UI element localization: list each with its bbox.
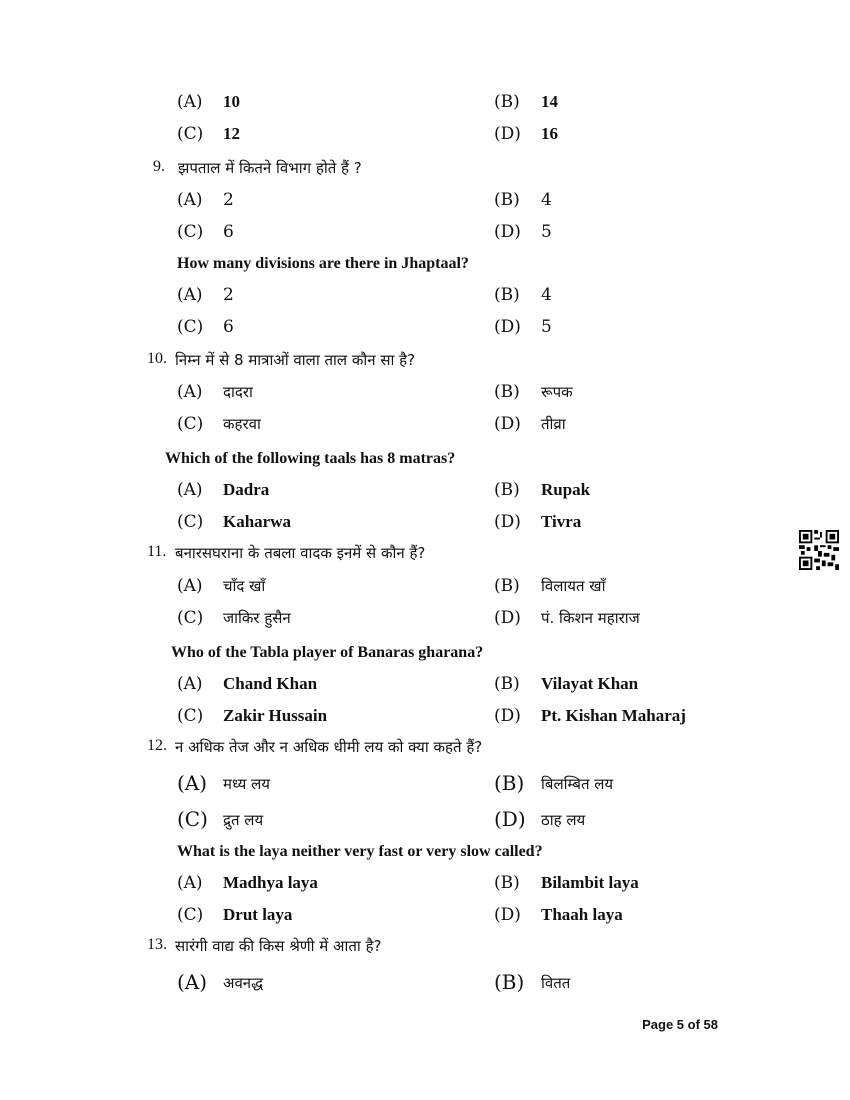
option-value-a: चाँद खाँ: [223, 577, 266, 595]
question-text: Who of the Tabla player of Banaras gharana?: [171, 644, 484, 661]
option-label-d: (D): [494, 608, 521, 628]
option-label-b: (B): [494, 771, 525, 795]
option-value-d: 16: [541, 124, 558, 143]
question-text: बनारसघराना के तबला वादक इनमें से कौन हैं?: [175, 544, 426, 562]
option-label-c: (C): [177, 608, 204, 628]
option-value-b: रूपक: [541, 383, 573, 401]
option-value-a: Madhya laya: [223, 873, 318, 892]
option-value-d: Thaah laya: [541, 905, 623, 924]
option-label-a: (A): [177, 576, 203, 596]
option-label-b: (B): [494, 873, 520, 893]
option-value-b: विलायत खाँ: [541, 577, 606, 595]
option-label-c: (C): [177, 905, 204, 925]
option-value-d: पं. किशन महाराज: [541, 609, 640, 627]
option-value-b: Vilayat Khan: [541, 674, 639, 693]
option-label-d: (D): [494, 124, 521, 144]
option-label-c: (C): [177, 807, 208, 831]
option-value-b: Bilambit laya: [541, 873, 639, 892]
option-label-c: (C): [177, 317, 204, 337]
option-label-d: (D): [494, 317, 521, 337]
option-value-a: 2: [223, 285, 234, 305]
option-value-d: ठाह लय: [541, 811, 586, 829]
option-value-b: 14: [541, 92, 558, 111]
option-value-b: Rupak: [541, 480, 591, 499]
option-value-c: 6: [223, 317, 234, 337]
question-text: Which of the following taals has 8 matras?: [165, 450, 456, 467]
option-label-a: (A): [177, 190, 203, 210]
question-text: न अधिक तेज और न अधिक धीमी लय को क्या कहते हैं?: [175, 738, 483, 756]
question-number: 10.: [147, 350, 167, 367]
question-text: What is the laya neither very fast or very slow called?: [177, 843, 543, 860]
option-value-b: वितत: [541, 974, 571, 992]
question-number: 9.: [153, 158, 165, 175]
option-label-a: (A): [177, 480, 203, 500]
option-label-b: (B): [494, 480, 520, 500]
option-label-b: (B): [494, 970, 525, 994]
option-label-b: (B): [494, 382, 520, 402]
option-label-a: (A): [177, 771, 208, 795]
question-number: 11.: [147, 543, 167, 560]
option-value-b: 4: [541, 285, 552, 305]
option-value-b: 4: [541, 190, 552, 210]
option-label-d: (D): [494, 512, 521, 532]
qr-code-icon: [799, 530, 839, 570]
option-value-a: मध्य लय: [223, 775, 270, 793]
option-value-a: दादरा: [223, 383, 253, 401]
question-text: How many divisions are there in Jhaptaal?: [177, 255, 469, 272]
option-label-d: (D): [494, 905, 521, 925]
option-value-c: द्रुत लय: [223, 811, 264, 829]
option-value-a: अवनद्ध: [223, 974, 264, 992]
option-value-d: 5: [541, 222, 552, 242]
option-label-b: (B): [494, 674, 520, 694]
option-value-a: Dadra: [223, 480, 270, 499]
option-label-b: (B): [494, 576, 520, 596]
option-label-b: (B): [494, 285, 520, 305]
option-label-b: (B): [494, 190, 520, 210]
option-value-c: जाकिर हुसैन: [223, 609, 291, 627]
option-label-d: (D): [494, 706, 521, 726]
page-number: Page 5 of 58: [642, 1017, 718, 1032]
question-text: सारंगी वाद्य की किस श्रेणी में आता है?: [175, 937, 382, 955]
question-number: 13.: [147, 936, 167, 953]
option-label-c: (C): [177, 222, 204, 242]
option-label-c: (C): [177, 706, 204, 726]
option-label-b: (B): [494, 92, 520, 112]
option-label-d: (D): [494, 414, 521, 434]
option-value-a: 2: [223, 190, 234, 210]
option-label-c: (C): [177, 124, 204, 144]
option-label-a: (A): [177, 285, 203, 305]
option-value-c: Drut laya: [223, 905, 293, 924]
option-value-d: तीव्रा: [541, 415, 566, 433]
option-label-a: (A): [177, 92, 203, 112]
question-text: झपताल में कितने विभाग होते हैं ?: [178, 159, 362, 177]
option-label-a: (A): [177, 970, 208, 994]
option-label-d: (D): [494, 222, 521, 242]
question-number: 12.: [147, 737, 167, 754]
option-value-b: बिलम्बित लय: [541, 775, 614, 793]
option-label-c: (C): [177, 414, 204, 434]
option-label-c: (C): [177, 512, 204, 532]
question-text: निम्न में से 8 मात्राओं वाला ताल कौन सा है?: [175, 351, 416, 369]
option-value-c: Kaharwa: [223, 512, 291, 531]
option-value-c: 12: [223, 124, 240, 143]
option-label-a: (A): [177, 382, 203, 402]
option-label-a: (A): [177, 873, 203, 893]
option-value-c: कहरवा: [223, 415, 261, 433]
option-value-d: Pt. Kishan Maharaj: [541, 706, 686, 725]
option-label-a: (A): [177, 674, 203, 694]
option-value-d: Tivra: [541, 512, 582, 531]
option-value-c: Zakir Hussain: [223, 706, 328, 725]
option-value-c: 6: [223, 222, 234, 242]
option-label-d: (D): [494, 807, 526, 831]
option-value-d: 5: [541, 317, 552, 337]
option-value-a: Chand Khan: [223, 674, 318, 693]
option-value-a: 10: [223, 92, 240, 111]
